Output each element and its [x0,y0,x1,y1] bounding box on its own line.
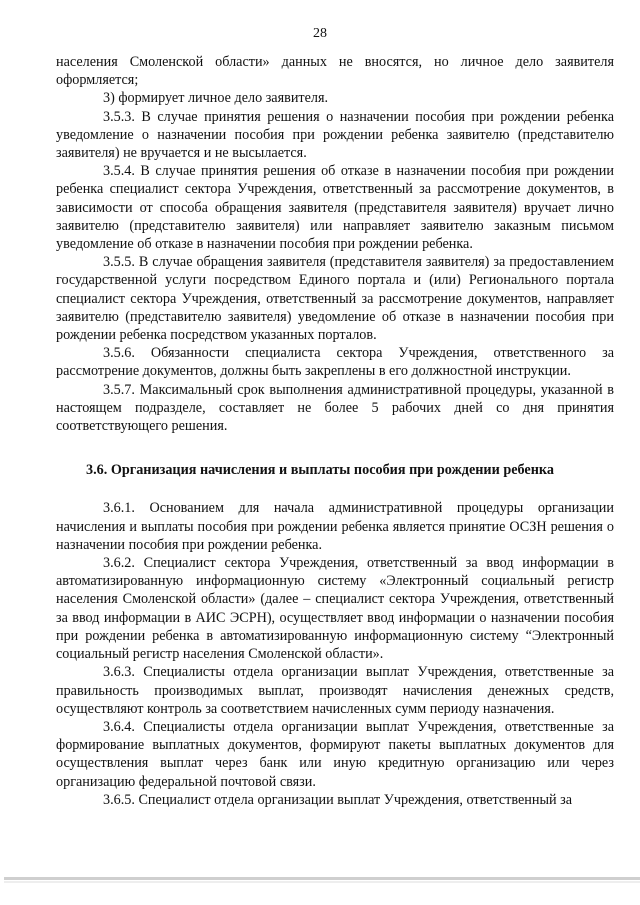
page-number: 28 [313,26,327,41]
paragraph-3-5-7: 3.5.7. Максимальный срок выполнения административной процедуры, указанной в настоящем подразделе, составляет не более 5 рабочих дней со дня принятия соответствующего решения. [56,381,614,435]
paragraph-3-5-3: 3.5.3. В случае принятия решения о назначении пособия при рождении ребенка уведомление о назначении пособия при рождении ребенка заявителю (представителю заявителя) не вручается и не высылается. [56,108,614,162]
paragraph-3-6-2: 3.6.2. Специалист сектора Учреждения, ответственный за ввод информации в автоматизированную информационную систему «Электронный социальный регистр населения Смоленской области» (далее – специалист сектора Учреждения, ответственный за ввод информации в АИС ЭСРН), осуществляет ввод информации о назначении пособия при рождении ребенка в автоматизированную информационную систему “Электронный социальный регистр населения Смоленской области». [56,555,614,663]
paragraph-item-3: 3) формирует личное дело заявителя. [103,90,329,107]
paragraph-3-5-6: 3.5.6. Обязанности специалиста сектора Учреждения, ответственного за рассмотрение документов, должны быть закреплены в его должностной инструкции. [56,345,614,380]
paragraph-3-6-4: 3.6.4. Специалисты отдела организации выплат Учреждения, ответственные за формирование выплатных документов, формируют пакеты выплатных документов для осуществления выплат через банк или иную кредитную организацию или через организацию федеральной почтовой связи. [56,718,614,790]
paragraph-3-6-5: 3.6.5. Специалист отдела организации выплат Учреждения, ответственный за [103,791,573,808]
paragraph-3-5-5: 3.5.5. В случае обращения заявителя (представителя заявителя) за предоставлением государственной услуги посредством Единого портала и (или) Регионального портала специалист сектора Учреждения, ответственный за рассмотрение документов, направляет заявителю (представителю заявителя) уведомление об отказе в назначении пособия при рождении ребенка посредством указанных порталов. [56,254,614,344]
paragraph-3-6-1: 3.6.1. Основанием для начала административной процедуры организации начисления и выплаты пособия при рождении ребенка является принятие ОСЗН решения о назначении пособия при рождении ребенка. [56,500,614,553]
scan-edge-shadow [4,881,640,883]
paragraph-continuation: населения Смоленской области» данных не вносятся, но личное дело заявителя оформляется; [56,54,614,89]
scan-edge-line [4,877,640,880]
paragraph-3-5-4: 3.5.4. В случае принятия решения об отказе в назначении пособия при рождении ребенка специалист сектора Учреждения, ответственный за рассмотрение документов, в зависимости от способа обращения заявителя (представителя заявителя) вручает лично заявителю (представителю заявителя) или направляет заявителю заказным письмом уведомление об отказе в назначении пособия при рождении ребенка. [56,163,614,253]
document-body [56,53,614,809]
paragraph-3-6-3: 3.6.3. Специалисты отдела организации выплат Учреждения, ответственные за правильность производимых выплат, производят начисления денежных средств, осуществляют контроль за соответствием начисленных сумм периоду назначения. [56,664,614,717]
section-heading: 3.6. Организация начисления и выплаты пособия при рождении ребенка [86,462,554,479]
